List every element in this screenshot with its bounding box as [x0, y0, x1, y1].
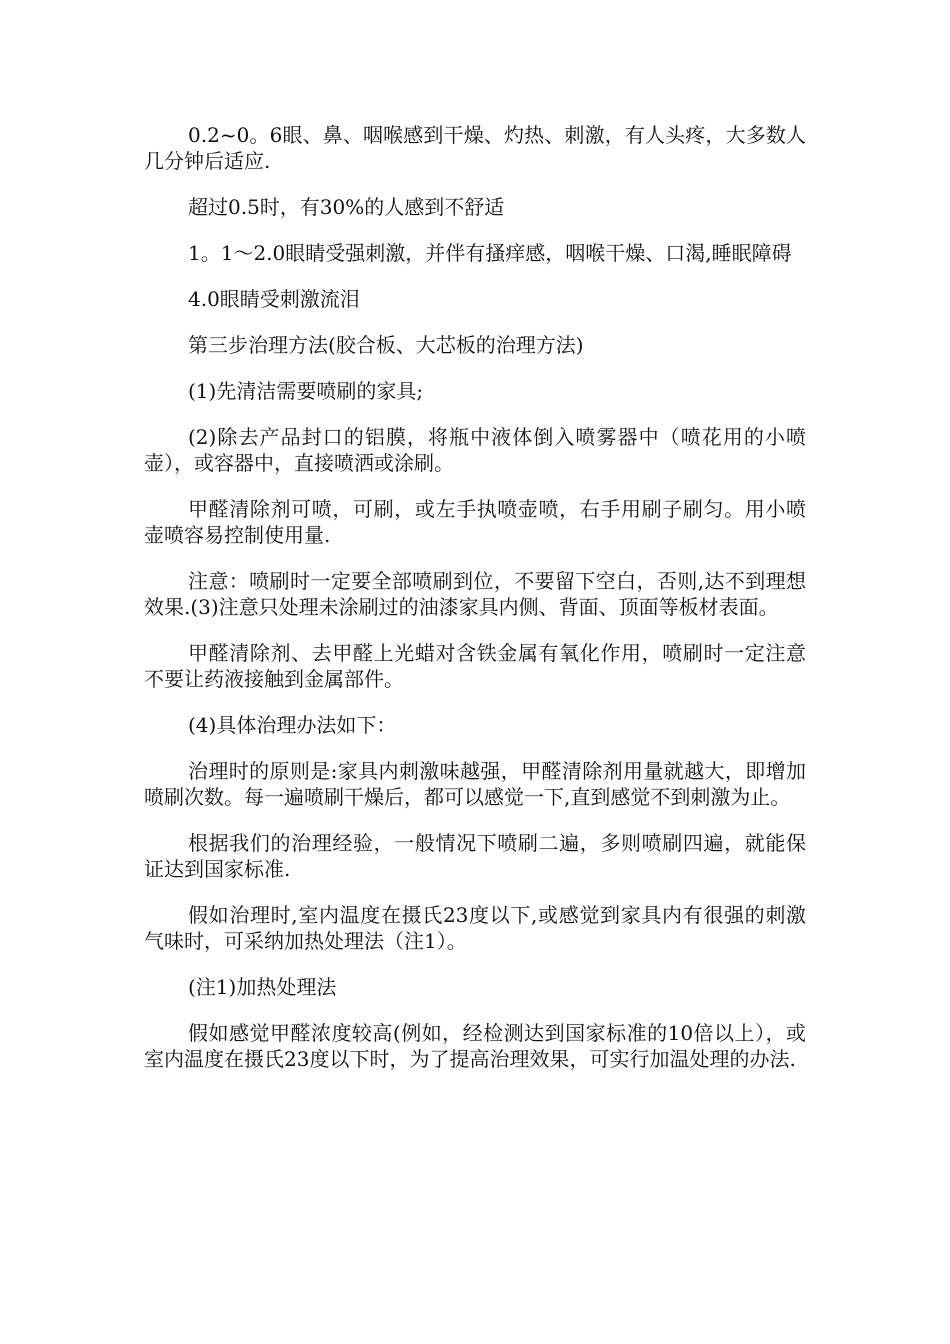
paragraph-step-1: (1)先清洁需要喷刷的家具; — [188, 379, 424, 403]
paragraph-note-1-heading: (注1)加热处理法 — [188, 975, 337, 999]
document-body — [144, 122, 806, 1092]
paragraph-treatment-principle: 治理时的原则是:家具内刺激味越强，甲醛清除剂用量就越大，即增加喷刷次数。每一遍喷刷干燥后，都可以感觉一下,直到感觉不到刺激为止。 — [144, 759, 806, 809]
paragraph-over-0-5: 超过0.5时，有30%的人感到不舒适 — [188, 195, 505, 219]
paragraph-heating-method: 假如感觉甲醛浓度较高(例如，经检测达到国家标准的10倍以上），或室内温度在摄氏23度以下时，为了提高治理效果，可实行加温处理的办法. — [144, 1021, 806, 1071]
paragraph-concentration-0-2-0-6: 0.2~0。6眼、鼻、咽喉感到干燥、灼热、刺激，有人头疼，大多数人几分钟后适应. — [144, 123, 806, 173]
paragraph-low-temperature: 假如治理时,室内温度在摄氏23度以下,或感觉到家具内有很强的刺激气味时，可采纳加热处理法（注1）。 — [144, 903, 806, 953]
paragraph-step-4: (4)具体治理办法如下： — [188, 713, 397, 737]
paragraph-note-step-3: 注意：喷刷时一定要全部喷刷到位，不要留下空白，否则,达不到理想效果.(3)注意只处理未涂刷过的油漆家具内侧、背面、顶面等板材表面。 — [144, 569, 806, 619]
paragraph-metal-warning: 甲醛清除剂、去甲醛上光蜡对含铁金属有氧化作用，喷刷时一定注意不要让药液接触到金属部件。 — [144, 641, 806, 691]
paragraph-step-2: (2)除去产品封口的铝膜，将瓶中液体倒入喷雾器中（喷花用的小喷壶），或容器中，直接喷洒或涂刷。 — [144, 425, 806, 475]
paragraph-concentration-1-1-2-0: 1。1～2.0眼睛受强刺激，并伴有搔痒感，咽喉干燥、口渴,睡眠障碍 — [188, 241, 792, 265]
paragraph-concentration-4-0: 4.0眼睛受刺激流泪 — [188, 287, 360, 311]
section-heading-step-three: 第三步治理方法(胶合板、大芯板的治理方法) — [188, 333, 584, 357]
paragraph-spray-or-brush: 甲醛清除剂可喷，可刷，或左手执喷壶喷，右手用刷子刷匀。用小喷壶喷容易控制使用量. — [144, 497, 806, 547]
paragraph-experience: 根据我们的治理经验，一般情况下喷刷二遍，多则喷刷四遍，就能保证达到国家标准. — [144, 831, 806, 881]
